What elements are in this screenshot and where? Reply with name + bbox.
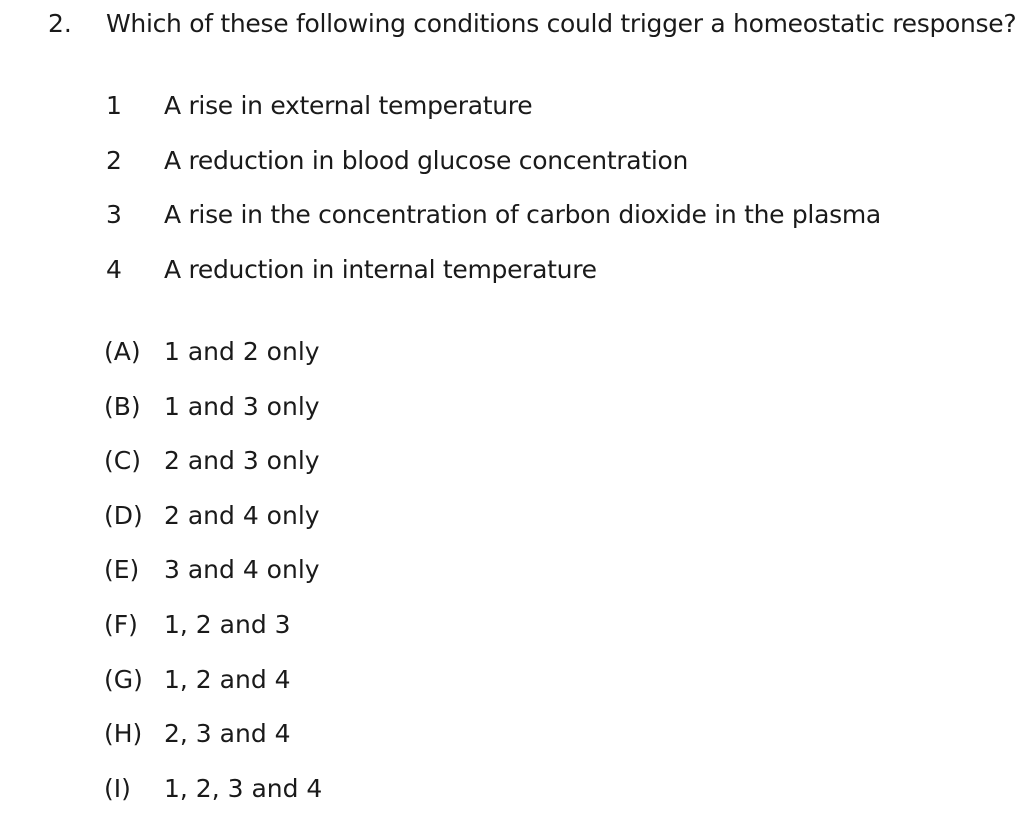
- answer-option-d[interactable]: [0, 496, 1024, 551]
- question-text: Which of these following conditions could trigger a homeostatic response?: [106, 9, 1017, 38]
- option-text: 1, 2 and 3: [164, 609, 291, 639]
- statement-item: [0, 141, 1024, 196]
- option-text: 2 and 3 only: [164, 446, 320, 476]
- statement-number: 2: [106, 145, 122, 175]
- option-letter: (F): [104, 609, 138, 639]
- answer-option-c[interactable]: [0, 441, 1024, 496]
- option-letter: (A): [104, 337, 141, 366]
- statement-text: A rise in the concentration of carbon dioxide in the plasma: [164, 200, 881, 230]
- option-letter: (D): [104, 500, 143, 530]
- answer-option-e[interactable]: [0, 550, 1024, 605]
- option-text: 3 and 4 only: [164, 555, 320, 585]
- option-letter: (C): [104, 446, 141, 476]
- statement-number: 1: [106, 91, 122, 120]
- answer-option-b[interactable]: [0, 387, 1024, 442]
- option-letter: (I): [104, 773, 131, 803]
- answer-option-h[interactable]: [0, 714, 1024, 769]
- statement-list: [0, 86, 1024, 304]
- option-text: 1 and 3 only: [164, 391, 320, 421]
- option-text: 2 and 4 only: [164, 500, 320, 530]
- option-text: 1, 2, 3 and 4: [164, 773, 323, 803]
- statement-item: [0, 86, 1024, 141]
- statement-text: A reduction in internal temperature: [164, 254, 597, 284]
- option-letter: (E): [104, 555, 140, 585]
- option-text: 2, 3 and 4: [164, 719, 291, 749]
- statement-number: 4: [106, 254, 122, 284]
- statement-number: 3: [106, 200, 122, 230]
- option-text: 1, 2 and 4: [164, 664, 291, 694]
- option-letter: (H): [104, 719, 143, 749]
- statement-text: A rise in external temperature: [164, 91, 533, 120]
- answer-option-i[interactable]: [0, 769, 1024, 823]
- question-number: 2.: [48, 9, 72, 38]
- statement-item: [0, 250, 1024, 305]
- statement-item: [0, 195, 1024, 250]
- answer-option-list: [0, 332, 1024, 823]
- statement-text: A reduction in blood glucose concentration: [164, 145, 689, 175]
- option-letter: (G): [104, 664, 143, 694]
- answer-option-f[interactable]: [0, 605, 1024, 660]
- answer-option-a[interactable]: [0, 332, 1024, 387]
- answer-option-g[interactable]: [0, 660, 1024, 715]
- option-letter: (B): [104, 391, 141, 421]
- option-text: 1 and 2 only: [164, 337, 320, 366]
